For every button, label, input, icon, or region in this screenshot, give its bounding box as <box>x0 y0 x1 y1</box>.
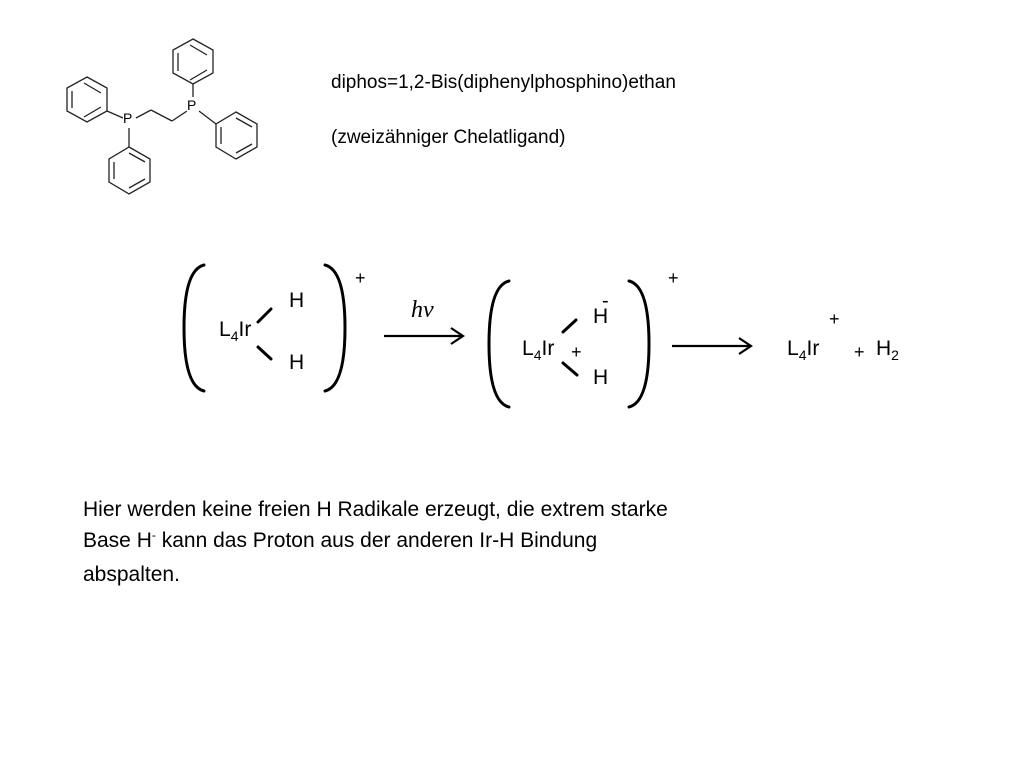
reaction-arrow-2 <box>672 338 751 354</box>
complex1-charge: + <box>355 268 366 288</box>
ir-h-bond-top-1 <box>258 309 271 322</box>
bracket-left-2 <box>489 281 509 407</box>
complex2-charge: + <box>668 268 679 288</box>
phosphorus-label-right: P <box>187 97 197 113</box>
bracket-right-2 <box>629 281 649 407</box>
complex2-h-bottom: H <box>593 366 609 389</box>
explanation-line-3: abspalten. <box>83 563 180 586</box>
hydrogen-molecule: $H_2$ <box>876 337 899 363</box>
product-plus-sign: + <box>854 342 865 362</box>
ligand-description: (zweizähniger Chelatligand) <box>331 127 566 148</box>
phenyl-ring-top <box>173 39 213 84</box>
phenyl-ring-bottom <box>109 147 150 194</box>
complex2-hydride-charge: - <box>602 290 609 312</box>
photon-label: hν <box>411 297 434 323</box>
complex2-metal-center: $L_4Ir$ <box>522 337 555 363</box>
reaction-arrow-1 <box>384 328 463 344</box>
diphos-definition: diphos=1,2-Bis(diphenylphosphino)ethan <box>331 72 676 93</box>
explanation-line-1: Hier werden keine freien H Radikale erzeugt, die extrem starke <box>83 498 668 521</box>
phenyl-ring-left <box>67 77 107 122</box>
diphos-structure <box>67 39 257 194</box>
phosphorus-label-left: P <box>123 110 133 126</box>
ir-h-bond-bottom-2 <box>563 363 577 375</box>
complex2-h-top: H <box>593 305 609 328</box>
product-charge: + <box>829 309 840 329</box>
complex1-h-bottom: H <box>289 351 305 374</box>
ir-h-bond-top-2 <box>563 320 576 332</box>
explanation-line-2: Base H- kann das Proton aus der anderen Ir-H Bindung <box>83 528 598 552</box>
product-metal-complex: $L_4Ir$ <box>787 337 820 363</box>
complex1-h-top: H <box>289 289 305 312</box>
explanation-text <box>83 494 668 590</box>
bracket-left-1 <box>184 265 204 391</box>
complex2-metal-charge: + <box>571 342 582 362</box>
phenyl-ring-right <box>216 112 257 159</box>
ir-h-bond-bottom-1 <box>258 347 271 359</box>
complex1-metal-center: $L_4Ir$ <box>219 318 252 344</box>
bracket-right-1 <box>325 265 345 391</box>
